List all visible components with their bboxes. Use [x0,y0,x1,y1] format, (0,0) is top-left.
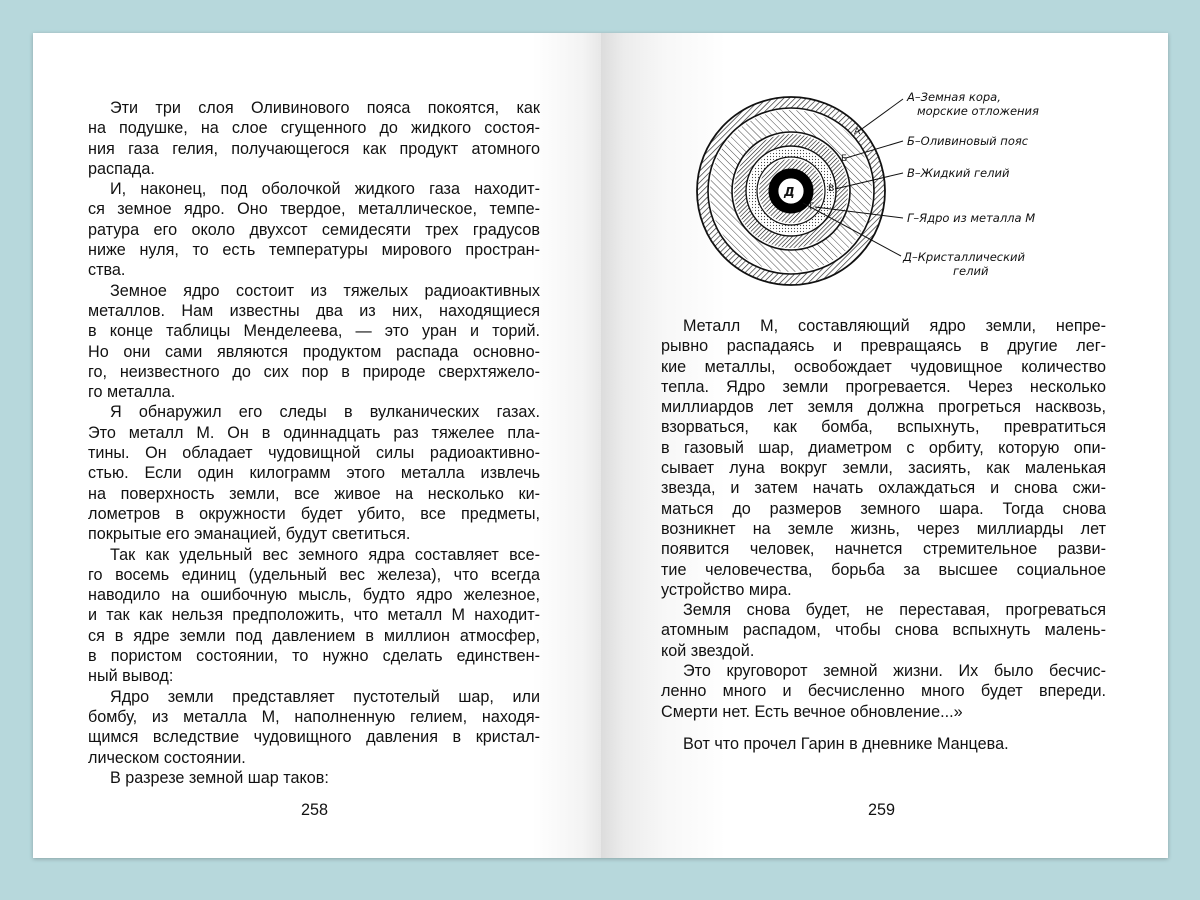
text-line: сывает луна вокруг земли, засиять, как маленькая [661,459,1106,478]
text-line: взорваться, как бомба, вспыхнуть, превратиться [661,418,1106,437]
text-line: щимся вследствие чудовищного давления в кристал- [88,728,540,747]
text-line: В разрезе земной шар таков: [110,768,329,787]
paragraph [661,316,1106,600]
text-line: наводило на ошибочную мысль, будто ядро железное, [88,586,540,605]
text-line: Земля снова будет, не переставая, прогреваться [683,601,1106,620]
text-line: стью. Если один килограмм этого металла извлечь [88,464,540,483]
text-line: ниже нуля, то есть температуры мирового простран- [88,241,540,260]
legend-label-v: В–Жидкий гелий [907,166,1010,180]
paragraph [88,768,540,788]
text-line: го восемь единиц (удельный вес железа), что всегда [88,565,540,584]
text-line: ленно много и бесчисленно много будет впереди. [661,682,1106,701]
text-line: ния газа гелия, получающегося как продукт атомного [88,139,540,158]
ring-letter-d: Д [784,185,795,199]
legend-label-g: Г–Ядро из металла М [907,211,1036,225]
text-line: Смерти нет. Есть вечное обновление...» [661,702,963,721]
legend-label-d: Д–Кристаллический [903,250,1026,264]
text-line: кие металлы, освобождает чудовищное количество [661,357,1106,376]
text-line: Металл М, составляющий ядро земли, непре- [683,317,1106,335]
text-line: лическом состоянии. [88,748,246,767]
paragraph [661,600,1106,661]
text-line: Но они сами являются продуктом распада основно- [88,342,540,361]
text-line: И, наконец, под оболочкой жидкого газа находит- [110,180,540,199]
left-page-number: 258 [301,801,329,819]
text-line: в пористом состоянии, то нужно сделать единствен- [88,647,540,666]
text-line: атомным распадом, чтобы снова вспыхнуть малень- [661,621,1106,640]
right-page [601,33,1168,858]
text-line: в конце таблицы Менделеева, — это уран и торий. [88,322,540,341]
closing-line: Вот что прочел Гарин в дневнике Манцева. [683,735,1009,753]
paragraph [88,281,540,403]
book-spread [33,33,1168,858]
text-line: Ядро земли представляет пустотелый шар, или [110,687,540,706]
text-line: ся земное ядро. Оно твердое, металлическое, темпе- [88,200,540,219]
text-line: металлов. Нам известны два из них, находящиеся [88,301,540,320]
text-line: Это металл М. Он в одиннадцать раз тяжелее пла- [88,423,540,442]
text-line: на подушке, на слое сгущенного до жидкого состоя- [88,119,540,138]
text-line: возникнет на земле жизнь, через миллиарды лет [661,519,1106,538]
text-line: в газовый шар, диаметром с орбиту, которую опи- [661,438,1106,457]
left-page [33,33,601,858]
text-line: Эти три слоя Оливинового пояса покоятся, как [110,99,540,117]
text-line: появится человек, начнется стремительное разви- [661,540,1106,559]
text-line: миллиардов лет земля должна прогреться насквозь, [661,398,1106,417]
text-line: тепла. Ядро земли прогревается. Через несколько [661,377,1106,396]
ring-letter-v: В [828,184,835,194]
text-line: и так как нельзя предположить, что металл М находит- [88,606,540,625]
paragraph [88,98,540,179]
text-line: звезда, и затем начать охлаждаться и снова сжи- [661,479,1106,498]
text-line: ства. [88,261,126,280]
text-line: Это круговорот земной жизни. Их было бесчис- [683,662,1106,681]
text-line: маться до размеров земного шара. Тогда снова [661,499,1106,518]
text-line: тие человечества, борьба за высшее социальное [661,560,1106,579]
text-line: лометров в окружности будет убито, все предметы, [88,504,540,523]
earth-cross-section-diagram [691,83,1121,298]
text-line: покрытые его эманацией, будут светиться. [88,525,411,544]
text-line: го металла. [88,383,176,402]
text-line: тины. Он обладает чудовищной силы радиоактивно- [88,444,540,463]
legend-label-d-cont: гелий [953,264,989,278]
legend-label-a: А–Земная кора, [907,90,1001,104]
ring-letter-b: Б [841,154,848,164]
text-line: распада. [88,159,155,178]
text-line: ратура его около двухсот семидесяти трех градусов [88,220,540,239]
text-line: кой звездой. [661,641,755,660]
text-line: ся в ядре земли под давлением в миллион атмосфер, [88,626,540,645]
text-line: устройство мира. [661,580,792,599]
legend-label-a-cont: морские отложения [917,104,1039,118]
ring-letter-g: Г [809,202,815,212]
text-line: ный вывод: [88,667,174,686]
right-page-text [661,316,1106,722]
paragraph [661,661,1106,722]
text-line: на поверхность земли, все живое на несколько ки- [88,484,540,503]
right-page-number: 259 [868,801,896,819]
legend-label-b: Б–Оливиновый пояс [907,134,1029,148]
text-line: рывно распадаясь и превращаясь в другие лег- [661,337,1106,356]
paragraph [88,179,540,280]
text-line: го, неизвестного до сих пор в природе сверхтяжело- [88,362,540,381]
paragraph [88,687,540,768]
paragraph [88,402,540,544]
text-line: бомбу, из металла М, наполненную гелием, находя- [88,707,540,726]
text-line: Земное ядро состоит из тяжелых радиоактивных [110,281,540,300]
text-line: Так как удельный вес земного ядра составляет все- [110,545,540,564]
paragraph [88,545,540,687]
left-page-text [88,98,540,788]
ring-letter-a: А [854,127,861,137]
text-line: Я обнаружил его следы в вулканических газах. [110,403,540,422]
